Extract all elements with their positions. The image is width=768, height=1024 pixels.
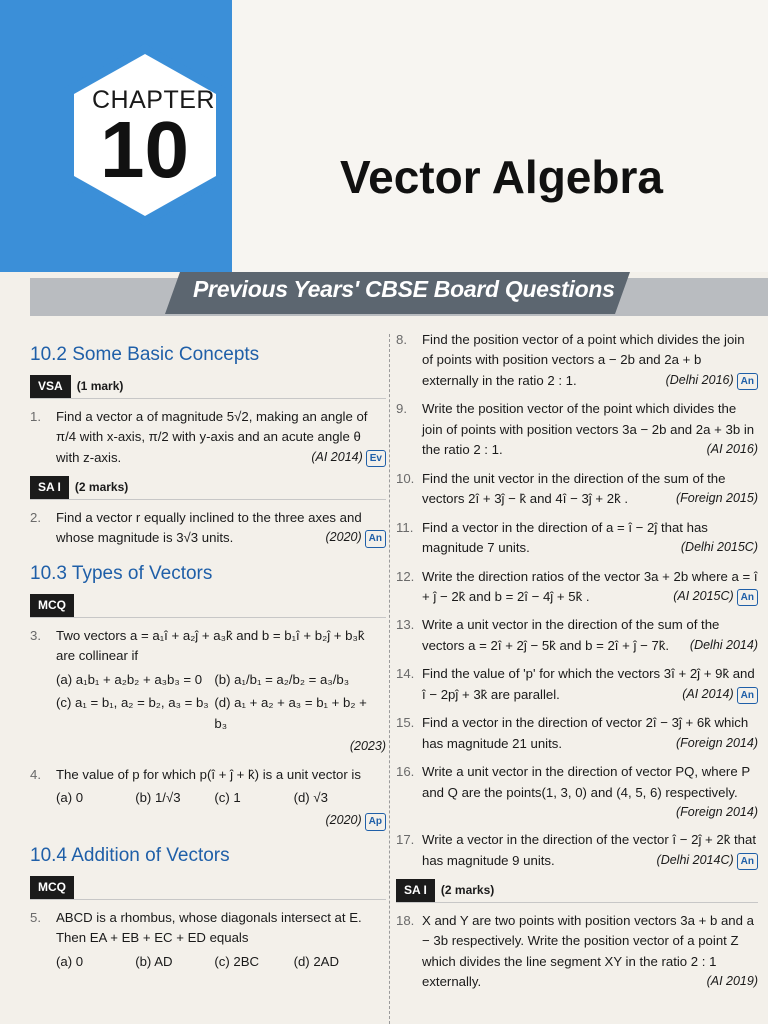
option-c: (c) a₁ = b₁, a₂ = b₂, a₃ = b₃ <box>56 695 209 711</box>
question-number: 3. <box>30 627 41 643</box>
options <box>56 788 386 811</box>
question-text: X and Y are two points with position vectors 3a + b and a − 3b respectively. Write the position vector of a point Z which divides the line segment XY in the ratio 2 : 1 externally. <box>422 912 754 990</box>
option-a: (a) 0 <box>56 790 84 806</box>
option-b: (b) a₁/b₁ = a₂/b₂ = a₃/b₃ <box>214 671 350 687</box>
question-text: Find the position vector of a point which divides the join of points with position vectors a − 2b and 2a + b externally in the ratio 2 : 1. <box>422 332 745 388</box>
question-number: 4. <box>30 766 41 782</box>
question-number: 12. <box>396 568 415 584</box>
chapter-title: Vector Algebra <box>340 151 663 203</box>
question-text: Write a vector in the direction of the vector î − 2ĵ + 2k̂ that has magnitude 9 units. <box>422 832 757 868</box>
question-source: (2023) <box>349 739 386 754</box>
question-text: Find the unit vector in the direction of the sum of the vectors 2î + 3ĵ − k̂ and 4î − 3ĵ + 2k̂ . <box>422 470 726 507</box>
question-source: (AI 2014) <box>682 686 734 701</box>
question-12 <box>396 567 758 608</box>
question-text: ABCD is a rhombus, whose diagonals intersect at E. Then EA + EB + EC + ED equals <box>56 910 362 946</box>
question-number: 14. <box>396 666 415 682</box>
question-number: 1. <box>30 409 41 425</box>
question-11 <box>396 518 758 559</box>
tag-mcq: MCQ <box>30 876 74 899</box>
question-source: (AI 2019) <box>706 974 758 989</box>
skill-badge: Ev <box>366 450 386 468</box>
skill-badge: An <box>737 853 758 871</box>
section-heading-10-3: 10.3 Types of Vectors <box>30 562 213 584</box>
skill-badge: Ap <box>365 813 386 831</box>
question-source: (Delhi 2014C) <box>656 852 734 867</box>
question-text: Find a vector a of magnitude 5√2, making an angle of π/4 with x-axis, π/2 with y-axis and an acute angle θ with z-axis. <box>56 409 368 465</box>
question-source: (AI 2015C) <box>673 588 734 603</box>
skill-badge: An <box>737 687 758 705</box>
tag-sa1: SA I <box>396 879 435 902</box>
skill-badge: An <box>365 530 386 548</box>
question-number: 2. <box>30 509 41 525</box>
question-10 <box>396 469 758 510</box>
question-text: Find a vector in the direction of a = î − 2ĵ that has magnitude 7 units. <box>422 519 708 556</box>
tag-row-sa1 <box>30 476 386 500</box>
chapter-label: CHAPTER <box>92 86 215 114</box>
tag-vsa-note: (1 mark) <box>76 379 124 394</box>
option-b: (b) AD <box>135 953 173 969</box>
header-band <box>232 0 768 272</box>
question-source: (Foreign 2014) <box>676 805 758 820</box>
question-16 <box>396 762 758 822</box>
tag-row-vsa <box>30 375 386 399</box>
question-source: (Delhi 2014) <box>689 637 758 652</box>
question-number: 8. <box>396 332 407 347</box>
question-source: (Foreign 2014) <box>676 735 758 750</box>
question-source: (Delhi 2015C) <box>680 540 758 555</box>
question-text: Write the position vector of the point which divides the join of points with position vectors 3a − 2b and 2a + 3b in the ratio 2 : 1. <box>422 401 755 458</box>
tag-sa1-note: (2 marks) <box>74 480 129 495</box>
question-source: (2020) <box>325 530 362 545</box>
question-source: (Delhi 2016) <box>665 372 734 387</box>
question-number: 11. <box>396 519 414 535</box>
option-d: (d) 2AD <box>293 953 339 969</box>
section-heading-10-2: 10.2 Some Basic Concepts <box>30 344 260 365</box>
tag-mcq: MCQ <box>30 594 74 617</box>
tag-sa1-note: (2 marks) <box>440 883 495 898</box>
tag-row-sa1-right <box>396 879 758 903</box>
question-source: (Foreign 2015) <box>676 491 758 506</box>
question-text: Write a unit vector in the direction of the sum of the vectors a = 2î + 2ĵ − 5k̂ and b = 2î + ĵ − 7k̂. <box>422 617 720 653</box>
right-column <box>396 330 758 1001</box>
left-column <box>30 330 386 983</box>
option-a: (a) a₁b₁ + a₂b₂ + a₃b₃ = 0 <box>56 671 203 687</box>
tag-sa1: SA I <box>30 476 69 499</box>
question-number: 13. <box>396 617 415 633</box>
tag-row-mcq <box>30 594 386 618</box>
question-text: Write a unit vector in the direction of vector PQ, where P and Q are the points(1, 3, 0) and (4, 5, 6) respectively. <box>422 764 750 800</box>
question-text: Find a vector r equally inclined to the three axes and whose magnitude is 3√3 units. <box>56 509 362 546</box>
option-c: (c) 2BC <box>214 953 260 969</box>
question-15 <box>396 713 758 754</box>
question-number: 9. <box>396 401 407 417</box>
tag-vsa: VSA <box>30 375 71 398</box>
question-text: Two vectors a = a₁î + a₂ĵ + a₃k̂ and b = b₁î + b₂ĵ + b₃k̂ are collinear if <box>56 627 365 664</box>
question-text: Find the value of 'p' for which the vectors 3î + 2ĵ + 9k̂ and î − 2pĵ + 3k̂ are parallel. <box>422 666 755 702</box>
question-number: 18. <box>396 912 415 928</box>
question-13 <box>396 615 758 656</box>
question-17 <box>396 830 758 871</box>
question-2 <box>30 508 386 549</box>
question-9 <box>396 399 758 460</box>
question-number: 10. <box>396 470 415 486</box>
question-text: Find a vector in the direction of vector 2î − 3ĵ + 6k̂ which has magnitude 21 units. <box>422 715 749 751</box>
option-d: (d) √3 <box>293 790 328 806</box>
question-4 <box>30 765 386 831</box>
question-number: 17. <box>396 832 415 848</box>
column-divider <box>389 334 390 1024</box>
chapter-number: 10 <box>100 105 189 194</box>
question-number: 16. <box>396 764 415 780</box>
question-5 <box>30 908 386 975</box>
question-number: 15. <box>396 715 415 731</box>
option-a: (a) 0 <box>56 953 84 969</box>
skill-badge: An <box>737 589 758 607</box>
option-c: (c) 1 <box>214 790 241 806</box>
option-b: (b) 1/√3 <box>135 790 181 806</box>
question-source: (AI 2016) <box>706 442 758 457</box>
question-text: Write the direction ratios of the vector 3a + 2b where a = î + ĵ − 2k̂ and b = 2î − 4ĵ + 5k̂ . <box>422 568 758 604</box>
question-number: 5. <box>30 910 41 925</box>
question-18 <box>396 911 758 993</box>
banner-title: Previous Years' CBSE Board Questions <box>193 276 615 302</box>
options <box>56 952 386 975</box>
option-d: (d) a₁ + a₂ + a₃ = b₁ + b₂ + b₃ <box>214 695 367 731</box>
skill-badge: An <box>737 373 758 391</box>
tag-row-mcq-2 <box>30 876 386 900</box>
question-text: The value of p for which p(î + ĵ + k̂) is a unit vector is <box>56 766 361 782</box>
options <box>56 670 386 737</box>
question-14 <box>396 664 758 705</box>
question-8 <box>396 330 758 391</box>
question-source: (2020) <box>325 813 362 828</box>
question-1 <box>30 407 386 468</box>
section-heading-10-4: 10.4 Addition of Vectors <box>30 844 230 866</box>
question-3 <box>30 626 386 757</box>
question-source: (AI 2014) <box>311 449 363 464</box>
